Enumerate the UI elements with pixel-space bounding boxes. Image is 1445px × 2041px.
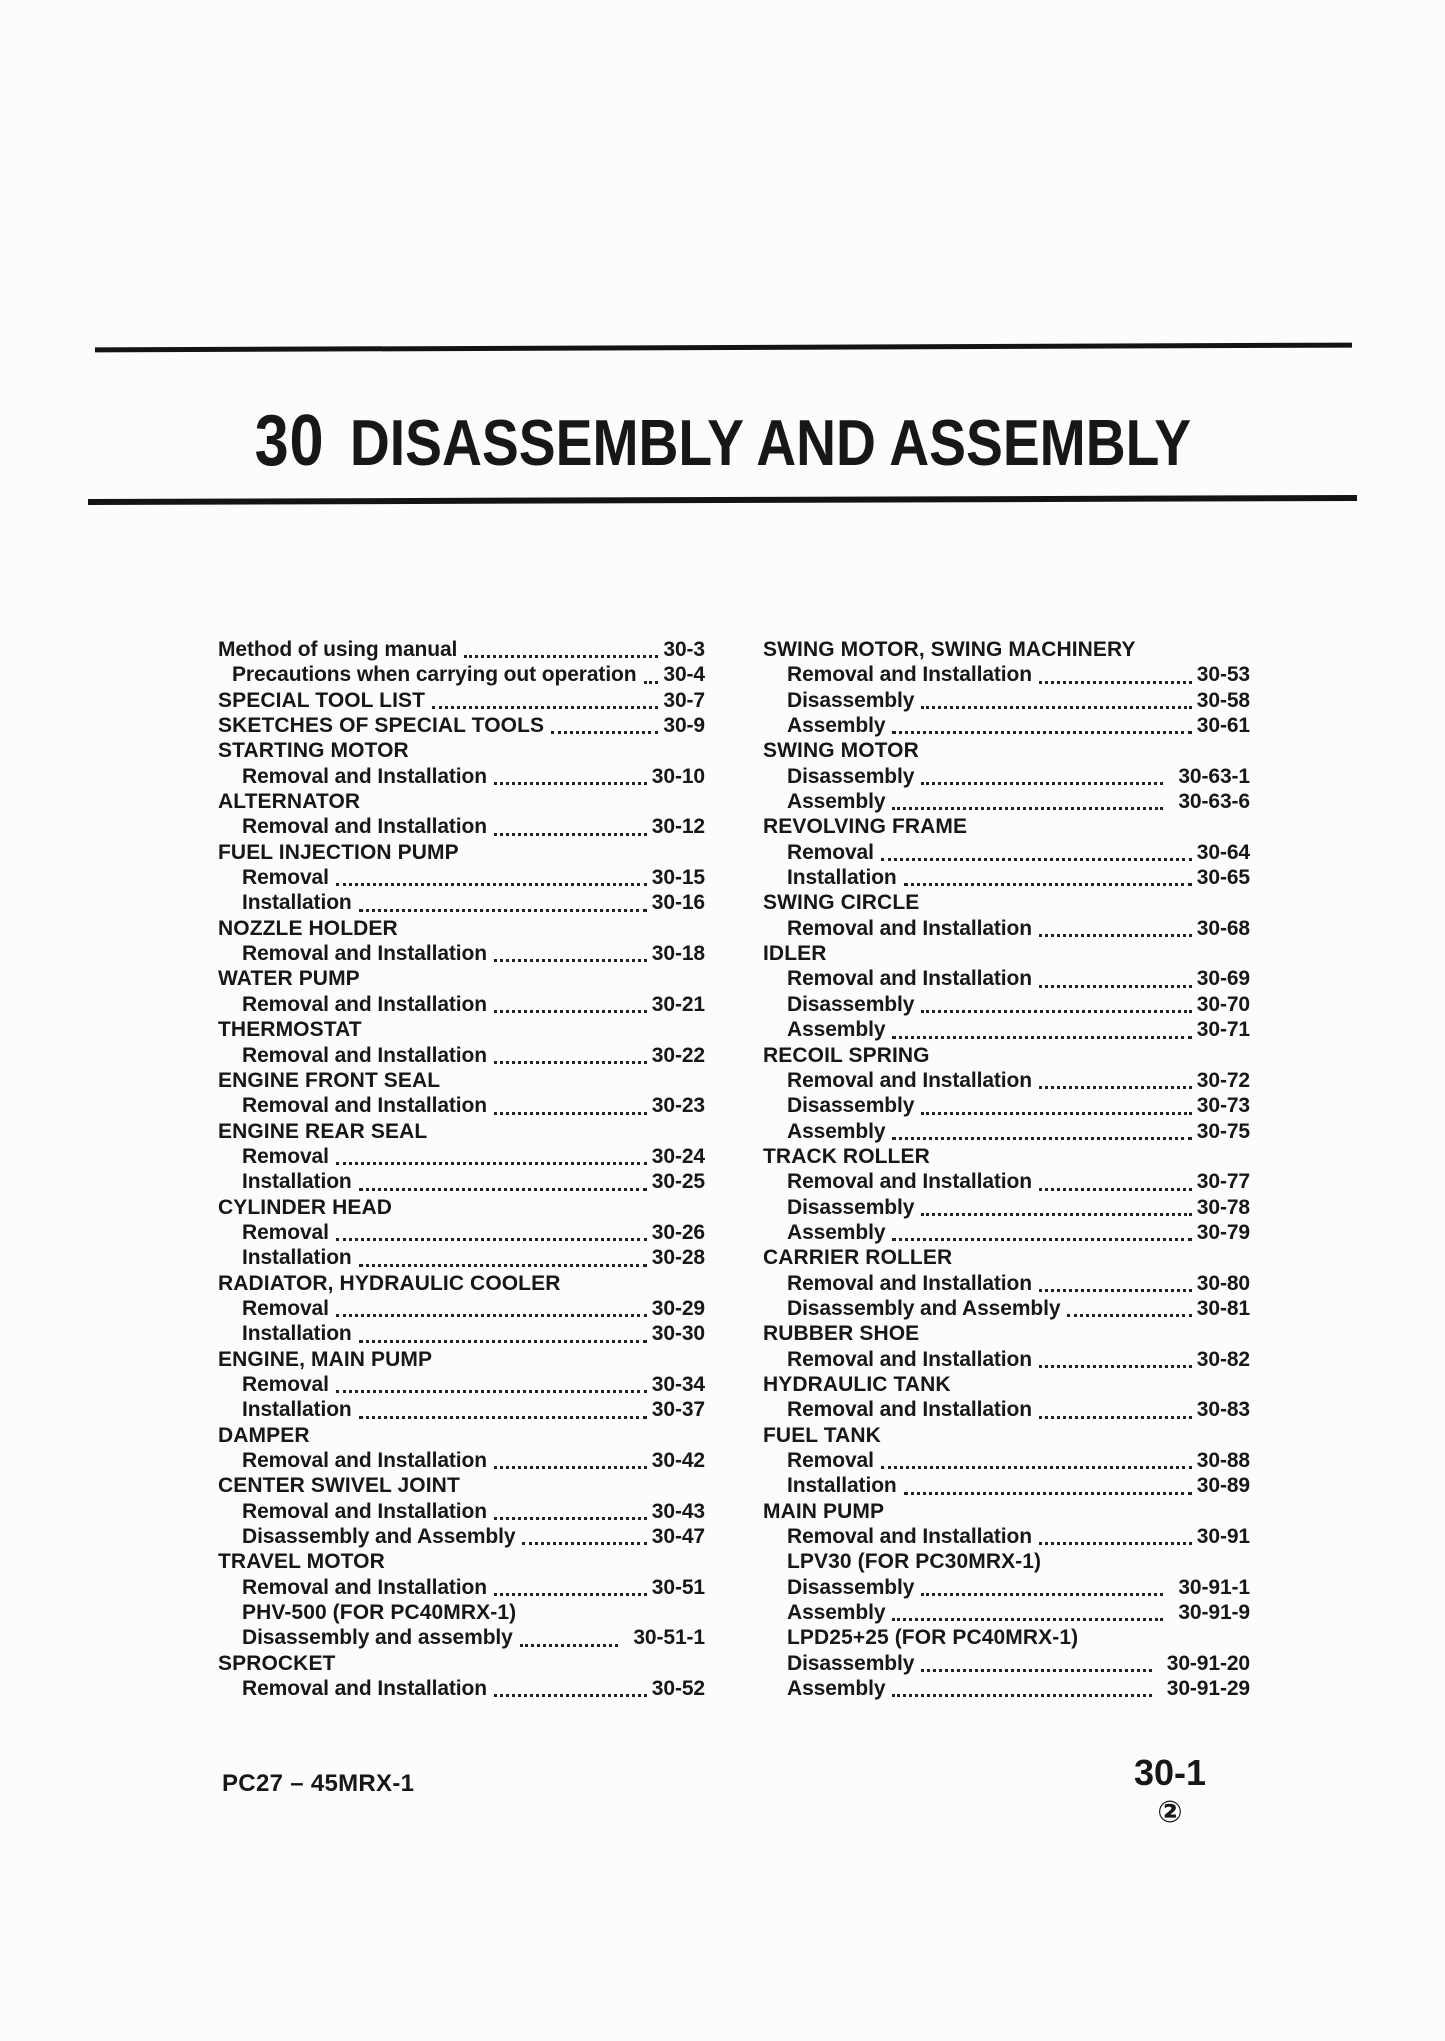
toc-page-number: 30-64 xyxy=(1196,840,1250,864)
toc-entry xyxy=(218,992,705,1017)
toc-entry-label: SWING MOTOR xyxy=(763,739,919,763)
dot-leader xyxy=(892,731,1191,734)
dot-leader xyxy=(494,1010,647,1013)
toc-entry xyxy=(763,1524,1250,1549)
toc-entry-label: DAMPER xyxy=(218,1423,310,1447)
toc-entry xyxy=(763,1651,1250,1676)
toc-page-number: 30-37 xyxy=(651,1398,705,1422)
toc-heading xyxy=(763,1372,1250,1397)
toc-entry-label: RADIATOR, HYDRAULIC COOLER xyxy=(218,1271,561,1295)
toc-heading xyxy=(218,1651,705,1676)
toc-heading xyxy=(218,1423,705,1448)
toc-page-number: 30-91-20 xyxy=(1166,1651,1250,1675)
dot-leader xyxy=(359,1264,647,1267)
toc-entry xyxy=(218,1093,705,1118)
toc-entry-label: Assembly xyxy=(787,1119,886,1143)
toc-page-number: 30-51 xyxy=(651,1575,705,1599)
chapter-title-block xyxy=(0,398,1445,484)
toc-page-number: 30-63-1 xyxy=(1178,764,1250,788)
toc-entry xyxy=(218,1296,705,1321)
dot-leader xyxy=(921,1112,1191,1115)
toc-page-number: 30-51-1 xyxy=(633,1626,705,1650)
toc-entry-label: Removal and Installation xyxy=(242,1449,487,1472)
toc-heading xyxy=(218,1600,705,1625)
toc-page-number: 30-16 xyxy=(651,891,705,915)
toc-page-number: 30-7 xyxy=(663,688,705,712)
toc-page-number: 30-71 xyxy=(1196,1018,1250,1042)
dot-leader xyxy=(1067,1314,1191,1317)
toc-entry-label: SPROCKET xyxy=(218,1651,336,1675)
toc-page-number: 30-68 xyxy=(1196,916,1250,940)
dot-leader xyxy=(494,782,647,785)
toc-entry xyxy=(763,1473,1250,1498)
toc-heading xyxy=(763,814,1250,839)
dot-leader xyxy=(921,1669,1151,1672)
toc-heading xyxy=(218,1347,705,1372)
toc-entry-label: Removal and Installation xyxy=(242,1094,487,1118)
toc-page-number: 30-79 xyxy=(1196,1220,1250,1244)
toc-heading xyxy=(763,1625,1250,1650)
dot-leader xyxy=(921,1593,1163,1596)
title-rule-top xyxy=(95,343,1352,353)
toc-entry xyxy=(218,688,705,713)
toc-entry-label: RUBBER SHOE xyxy=(763,1322,920,1346)
dot-leader xyxy=(494,1517,647,1520)
toc-entry-label: WATER PUMP xyxy=(218,967,360,991)
toc-entry xyxy=(218,1676,705,1701)
toc-entry-label: Installation xyxy=(787,1474,897,1498)
toc-entry-label: PHV-500 (FOR PC40MRX-1) xyxy=(242,1601,517,1625)
toc-page-number: 30-63-6 xyxy=(1178,790,1250,814)
dot-leader xyxy=(359,1416,647,1419)
toc-entry xyxy=(763,688,1250,713)
toc-heading xyxy=(218,1473,705,1498)
toc-page-number: 30-89 xyxy=(1196,1474,1250,1498)
dot-leader xyxy=(892,1137,1191,1140)
toc-entry-label: ENGINE FRONT SEAL xyxy=(218,1068,441,1092)
toc-entry-label: SWING MOTOR, SWING MACHINERY xyxy=(763,638,1136,661)
dot-leader xyxy=(644,681,659,684)
toc-page-number: 30-77 xyxy=(1196,1170,1250,1194)
toc-page-number: 30-72 xyxy=(1196,1068,1250,1092)
toc-entry xyxy=(763,966,1250,991)
chapter-title-line xyxy=(254,400,1191,482)
toc-heading xyxy=(218,966,705,991)
toc-entry-label: THERMOSTAT xyxy=(218,1018,362,1042)
toc-entry-label: Method of using manual xyxy=(218,638,458,661)
toc-page-number: 30-53 xyxy=(1196,663,1250,687)
toc-page-number: 30-82 xyxy=(1196,1347,1250,1371)
toc-entry-label: Removal and Installation xyxy=(787,663,1032,687)
toc-entry-label: Disassembly xyxy=(787,688,915,712)
dot-leader xyxy=(494,1593,647,1596)
toc-heading xyxy=(763,1499,1250,1524)
dot-leader xyxy=(881,1466,1192,1469)
dot-leader xyxy=(494,1694,647,1697)
toc-page-number: 30-21 xyxy=(651,992,705,1016)
dot-leader xyxy=(1039,1416,1192,1419)
toc-entry xyxy=(218,713,705,738)
dot-leader xyxy=(1039,934,1192,937)
toc-entry-label: Removal xyxy=(787,840,874,864)
toc-entry-label: FUEL INJECTION PUMP xyxy=(218,840,459,864)
toc-entry-label: Installation xyxy=(787,866,897,890)
toc-entry xyxy=(763,1600,1250,1625)
toc-entry-label: LPV30 (FOR PC30MRX-1) xyxy=(787,1550,1042,1574)
page-title: DISASSEMBLY AND ASSEMBLY xyxy=(349,406,1191,479)
dot-leader xyxy=(881,858,1192,861)
toc-entry-label: Disassembly xyxy=(787,1651,915,1675)
toc-entry-label: Removal and Installation xyxy=(242,815,487,839)
toc-page-number: 30-43 xyxy=(651,1499,705,1523)
dot-leader xyxy=(336,883,647,886)
toc-entry-label: Removal and Installation xyxy=(242,1575,487,1599)
toc-entry xyxy=(218,941,705,966)
toc-entry xyxy=(763,865,1250,890)
toc-entry xyxy=(218,1220,705,1245)
toc-entry-label: Assembly xyxy=(787,1018,886,1042)
toc-heading xyxy=(218,1271,705,1296)
toc-entry-label: Precautions when carrying out operation xyxy=(232,663,637,687)
toc-entry-label: Disassembly and assembly xyxy=(242,1626,513,1650)
toc-heading xyxy=(763,941,1250,966)
toc-heading xyxy=(763,1245,1250,1270)
dot-leader xyxy=(494,1466,647,1469)
toc-entry xyxy=(763,1271,1250,1296)
toc-entry-label: REVOLVING FRAME xyxy=(763,815,968,839)
toc-entry xyxy=(218,1448,705,1473)
dot-leader xyxy=(892,1238,1191,1241)
toc-heading xyxy=(218,789,705,814)
dot-leader xyxy=(1039,1086,1192,1089)
toc-heading xyxy=(763,738,1250,763)
toc-page-number: 30-4 xyxy=(663,663,705,687)
toc-entry xyxy=(763,1397,1250,1422)
toc-entry-label: Removal and Installation xyxy=(787,1271,1032,1295)
toc-entry-label: Removal and Installation xyxy=(242,764,487,788)
dot-leader xyxy=(904,1492,1192,1495)
toc-entry xyxy=(218,814,705,839)
dot-leader xyxy=(1039,985,1192,988)
dot-leader xyxy=(921,706,1191,709)
toc-entry-label: Installation xyxy=(242,1170,352,1194)
dot-leader xyxy=(494,959,647,962)
toc-entry-label: Removal and Installation xyxy=(242,1043,487,1067)
toc-entry xyxy=(763,1347,1250,1372)
dot-leader xyxy=(336,1390,647,1393)
toc-entry xyxy=(218,1625,705,1650)
dot-leader xyxy=(494,1112,647,1115)
toc-entry-label: Removal xyxy=(242,1144,329,1168)
toc-entry-label: Removal and Installation xyxy=(242,1677,487,1701)
toc-page-number: 30-70 xyxy=(1196,992,1250,1016)
toc-entry-label: Disassembly xyxy=(787,1575,915,1599)
chapter-number: 30 xyxy=(254,401,325,481)
toc-page-number: 30-65 xyxy=(1196,866,1250,890)
toc-heading xyxy=(218,916,705,941)
toc-page-number: 30-30 xyxy=(651,1322,705,1346)
toc-entry-label: RECOIL SPRING xyxy=(763,1043,930,1067)
toc-page-number: 30-73 xyxy=(1196,1094,1250,1118)
dot-leader xyxy=(494,1061,647,1064)
toc-page-number: 30-75 xyxy=(1196,1119,1250,1143)
toc-page-number: 30-18 xyxy=(651,942,705,966)
toc-right-column xyxy=(763,637,1250,1701)
toc-heading xyxy=(218,1068,705,1093)
toc-page-number: 30-83 xyxy=(1196,1398,1250,1422)
toc-entry-label: CENTER SWIVEL JOINT xyxy=(218,1474,460,1498)
dot-leader xyxy=(892,1618,1163,1621)
toc-entry-label: Removal and Installation xyxy=(242,942,487,966)
toc-entry xyxy=(763,713,1250,738)
toc-entry-label: Disassembly and Assembly xyxy=(787,1296,1061,1320)
toc-entry-label: Assembly xyxy=(787,1220,886,1244)
toc-entry-label: Removal xyxy=(242,866,329,890)
toc-entry-label: Assembly xyxy=(787,1677,886,1701)
toc-entry-label: Disassembly xyxy=(787,1195,915,1219)
toc-entry-label: FUEL TANK xyxy=(763,1423,881,1447)
dot-leader xyxy=(336,1314,647,1317)
toc-entry-label: Installation xyxy=(242,1246,352,1270)
toc-entry-label: STARTING MOTOR xyxy=(218,739,409,763)
toc-heading xyxy=(763,1321,1250,1346)
toc-page-number: 30-9 xyxy=(663,714,705,738)
dot-leader xyxy=(1039,1188,1192,1191)
toc-entry xyxy=(218,1245,705,1270)
toc-entry xyxy=(218,1169,705,1194)
toc-entry xyxy=(763,1448,1250,1473)
toc-entry xyxy=(763,1093,1250,1118)
dot-leader xyxy=(522,1542,646,1545)
footer-model-code: PC27 – 45MRX-1 xyxy=(222,1770,415,1797)
dot-leader xyxy=(1039,1365,1192,1368)
dot-leader xyxy=(1039,1289,1192,1292)
toc-entry-label: Removal and Installation xyxy=(787,1525,1032,1549)
toc-entry xyxy=(218,1144,705,1169)
toc-entry-label: MAIN PUMP xyxy=(763,1499,885,1523)
dot-leader xyxy=(892,807,1163,810)
toc-entry-label: ENGINE, MAIN PUMP xyxy=(218,1347,433,1371)
toc-entry-label: IDLER xyxy=(763,942,827,966)
toc-page-number: 30-52 xyxy=(651,1677,705,1701)
footer-page-number: 30-1 xyxy=(1133,1752,1207,1793)
toc-entry-label: Removal and Installation xyxy=(242,992,487,1016)
toc-page-number: 30-22 xyxy=(651,1043,705,1067)
dot-leader xyxy=(921,1213,1191,1216)
toc-entry xyxy=(218,1043,705,1068)
dot-leader xyxy=(921,1010,1191,1013)
toc-entry-label: ALTERNATOR xyxy=(218,790,361,814)
toc-entry-label: Removal and Installation xyxy=(787,967,1032,991)
dot-leader xyxy=(551,731,658,734)
footer-revision-badge: ② xyxy=(1157,1796,1183,1829)
dot-leader xyxy=(904,883,1192,886)
toc-page-number: 30-69 xyxy=(1196,967,1250,991)
toc-heading xyxy=(218,1549,705,1574)
toc-entry-label: Assembly xyxy=(787,714,886,738)
toc-entry xyxy=(218,662,705,687)
dot-leader xyxy=(336,1162,647,1165)
toc-heading xyxy=(763,1423,1250,1448)
toc-entry-label: TRACK ROLLER xyxy=(763,1144,930,1168)
toc-entry-label: CARRIER ROLLER xyxy=(763,1246,953,1270)
toc-entry xyxy=(218,1397,705,1422)
toc-heading xyxy=(218,1119,705,1144)
title-rule-bottom xyxy=(88,495,1357,505)
toc-page-number: 30-78 xyxy=(1196,1195,1250,1219)
toc-entry-label: NOZZLE HOLDER xyxy=(218,916,398,940)
toc-page-number: 30-58 xyxy=(1196,688,1250,712)
toc-entry-label: Removal and Installation xyxy=(787,916,1032,940)
toc-entry-label: SWING CIRCLE xyxy=(763,891,920,915)
toc-page-number: 30-28 xyxy=(651,1246,705,1270)
dot-leader xyxy=(359,1188,647,1191)
toc-entry-label: Removal and Installation xyxy=(787,1398,1032,1422)
toc-entry-label: Removal xyxy=(242,1372,329,1396)
toc-entry xyxy=(763,789,1250,814)
toc-entry-label: Removal xyxy=(242,1296,329,1320)
toc-entry-label: Removal and Installation xyxy=(787,1347,1032,1371)
toc-heading xyxy=(763,890,1250,915)
dot-leader xyxy=(432,706,658,709)
toc-entry-label: Installation xyxy=(242,891,352,915)
dot-leader xyxy=(336,1238,647,1241)
toc-page-number: 30-26 xyxy=(651,1220,705,1244)
dot-leader xyxy=(359,1340,647,1343)
toc-heading xyxy=(218,1017,705,1042)
dot-leader xyxy=(1039,681,1192,684)
toc-entry xyxy=(218,1575,705,1600)
toc-page-number: 30-47 xyxy=(651,1525,705,1549)
toc-entry xyxy=(763,1195,1250,1220)
toc-entry-label: Installation xyxy=(242,1322,352,1346)
toc-heading xyxy=(763,637,1250,662)
toc-page-number: 30-81 xyxy=(1196,1296,1250,1320)
toc-page-number: 30-91 xyxy=(1196,1525,1250,1549)
dot-leader xyxy=(520,1644,619,1647)
toc-page-number: 30-25 xyxy=(651,1170,705,1194)
toc-entry xyxy=(218,1524,705,1549)
toc-entry-label: LPD25+25 (FOR PC40MRX-1) xyxy=(787,1626,1079,1650)
toc-entry xyxy=(218,1499,705,1524)
toc-entry xyxy=(763,1220,1250,1245)
toc-entry xyxy=(763,840,1250,865)
toc-page-number: 30-88 xyxy=(1196,1449,1250,1472)
toc-heading xyxy=(763,1144,1250,1169)
toc-entry xyxy=(218,1321,705,1346)
toc-page-number: 30-61 xyxy=(1196,714,1250,738)
toc-entry-label: Removal xyxy=(242,1220,329,1244)
toc-entry xyxy=(218,637,705,662)
toc-page-number: 30-34 xyxy=(651,1372,705,1396)
toc-entry xyxy=(763,1068,1250,1093)
toc-entry-label: Removal xyxy=(787,1449,874,1472)
toc-entry-label: Installation xyxy=(242,1398,352,1422)
toc-entry xyxy=(763,992,1250,1017)
toc-entry-label: Disassembly and Assembly xyxy=(242,1525,516,1549)
toc-page-number: 30-10 xyxy=(651,764,705,788)
toc-entry xyxy=(763,916,1250,941)
toc-entry-label: Removal and Installation xyxy=(787,1170,1032,1194)
toc-entry-label: HYDRAULIC TANK xyxy=(763,1372,951,1396)
toc-heading xyxy=(218,840,705,865)
toc-entry xyxy=(763,1119,1250,1144)
toc-page-number: 30-91-29 xyxy=(1166,1677,1250,1701)
toc-entry xyxy=(763,1296,1250,1321)
toc-entry-label: SPECIAL TOOL LIST xyxy=(218,688,426,712)
dot-leader xyxy=(892,1036,1191,1039)
toc-entry-label: Assembly xyxy=(787,1601,886,1625)
toc-entry xyxy=(218,1372,705,1397)
toc-entry xyxy=(218,865,705,890)
toc-heading xyxy=(763,1549,1250,1574)
toc-page-number: 30-91-1 xyxy=(1178,1575,1250,1599)
dot-leader xyxy=(494,833,647,836)
toc-page-number: 30-23 xyxy=(651,1094,705,1118)
toc-page-number: 30-12 xyxy=(651,815,705,839)
toc-page-number: 30-24 xyxy=(651,1144,705,1168)
toc-page-number: 30-29 xyxy=(651,1296,705,1320)
toc-entry-label: Assembly xyxy=(787,790,886,814)
toc-entry-label: ENGINE REAR SEAL xyxy=(218,1119,428,1143)
toc-entry xyxy=(763,1017,1250,1042)
toc-entry-label: CYLINDER HEAD xyxy=(218,1195,392,1219)
toc-entry-label: Removal and Installation xyxy=(787,1068,1032,1092)
toc-heading xyxy=(218,738,705,763)
toc-entry xyxy=(763,1575,1250,1600)
toc-heading xyxy=(763,1043,1250,1068)
dot-leader xyxy=(464,655,658,658)
toc-entry-label: Disassembly xyxy=(787,992,915,1016)
toc-entry xyxy=(763,764,1250,789)
toc-entry-label: Removal and Installation xyxy=(242,1499,487,1523)
toc-left-column xyxy=(218,637,705,1701)
toc-entry xyxy=(763,1676,1250,1701)
toc-entry-label: SKETCHES OF SPECIAL TOOLS xyxy=(218,714,545,738)
toc-page-number: 30-15 xyxy=(651,866,705,890)
toc-page-number: 30-91-9 xyxy=(1178,1601,1250,1625)
toc-entry xyxy=(763,662,1250,687)
dot-leader xyxy=(892,1694,1151,1697)
toc-heading xyxy=(218,1195,705,1220)
dot-leader xyxy=(1039,1542,1192,1545)
dot-leader xyxy=(921,782,1163,785)
toc-page-number: 30-3 xyxy=(663,638,705,661)
toc-entry xyxy=(218,890,705,915)
dot-leader xyxy=(359,909,647,912)
toc-entry xyxy=(218,764,705,789)
toc-page-number: 30-42 xyxy=(651,1449,705,1472)
toc-entry-label: Disassembly xyxy=(787,1094,915,1118)
toc-entry xyxy=(763,1169,1250,1194)
toc-page-number: 30-80 xyxy=(1196,1271,1250,1295)
toc-entry-label: TRAVEL MOTOR xyxy=(218,1550,385,1574)
toc-entry-label: Disassembly xyxy=(787,764,915,788)
